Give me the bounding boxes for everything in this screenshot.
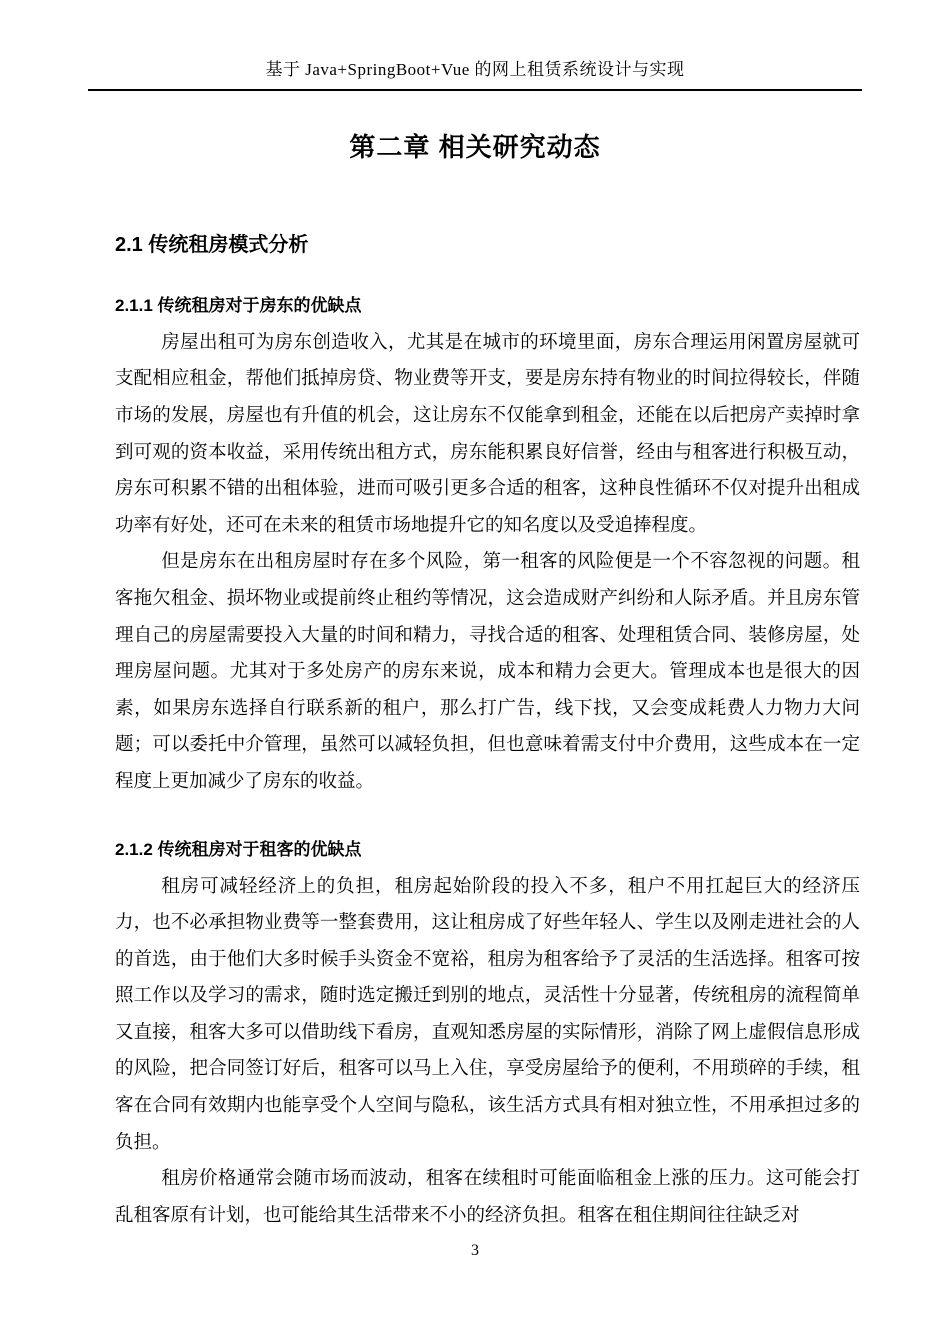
page-number: 3 — [471, 1242, 479, 1259]
chapter-title: 第二章 相关研究动态 — [349, 131, 601, 162]
subsection-heading-2-1-2: 2.1.2 传统租房对于租客的优缺点 — [115, 839, 362, 859]
subsection-heading-2-1-1: 2.1.1 传统租房对于房东的优缺点 — [115, 295, 362, 315]
body-paragraph: 房屋出租可为房东创造收入，尤其是在城市的环境里面，房东合理运用闲置房屋就可支配相应租金，帮他们抵掉房贷、物业费等开支，要是房东持有物业的时间拉得较长，伴随市场的发展，房屋也有升值的机会，这让房东不仅能拿到租金，还能在以后把房产卖掉时拿到可观的资本收益，采用传统出租方式，房东能积累良好信誉，经由与租客进行积极互动，房东可积累不错的出租体验，进而可吸引更多合适的租客，这种良性循环不仅对提升出租成功率有好处，还可在未来的租赁市场地提升它的知名度以及受追捧程度。 — [115, 332, 860, 536]
page-content — [115, 228, 860, 1235]
body-paragraph: 租房可减轻经济上的负担，租房起始阶段的投入不多，租户不用扛起巨大的经济压力，也不必承担物业费等一整套费用，这让租房成了好些年轻人、学生以及刚走进社会的人的首选，由于他们大多时候手头资金不宽裕，租房为租客给予了灵活的生活选择。租客可按照工作以及学习的需求，随时选定搬迁到别的地点，灵活性十分显著，传统租房的流程简单又直接，租客大多可以借助线下看房，直观知悉房屋的实际情形，消除了网上虚假信息形成的风险，把合同签订好后，租客可以马上入住，享受房屋给予的便利，不用琐碎的手续，租客在合同有效期内也能享受个人空间与隐私，该生活方式具有相对独立性，不用承担过多的负担。 — [115, 876, 860, 1153]
body-paragraph: 租房价格通常会随市场而波动，租客在续租时可能面临租金上涨的压力。这可能会打乱租客原有计划，也可能给其生活带来不小的经济负担。租客在租住期间往往缺乏对 — [115, 1169, 860, 1226]
body-paragraph: 但是房东在出租房屋时存在多个风险，第一租客的风险便是一个不容忽视的问题。租客拖欠租金、损坏物业或提前终止租约等情况，这会造成财产纠纷和人际矛盾。并且房东管理自己的房屋需要投入大量的时间和精力，寻找合适的租客、处理租赁合同、装修房屋，处理房屋问题。尤其对于多处房产的房东来说，成本和精力会更大。管理成本也是很大的因素，如果房东选择自行联系新的租户，那么打广告，线下找，又会变成耗费人力物力大问题；可以委托中介管理，虽然可以减轻负担，但也意味着需支付中介费用，这些成本在一定程度上更加减少了房东的收益。 — [115, 552, 860, 792]
page-footer — [0, 1242, 950, 1260]
section-heading-2-1: 2.1 传统租房模式分析 — [115, 233, 309, 256]
running-head: 基于 Java+SpringBoot+Vue 的网上租赁系统设计与实现 — [265, 60, 685, 79]
page-header — [88, 58, 862, 91]
